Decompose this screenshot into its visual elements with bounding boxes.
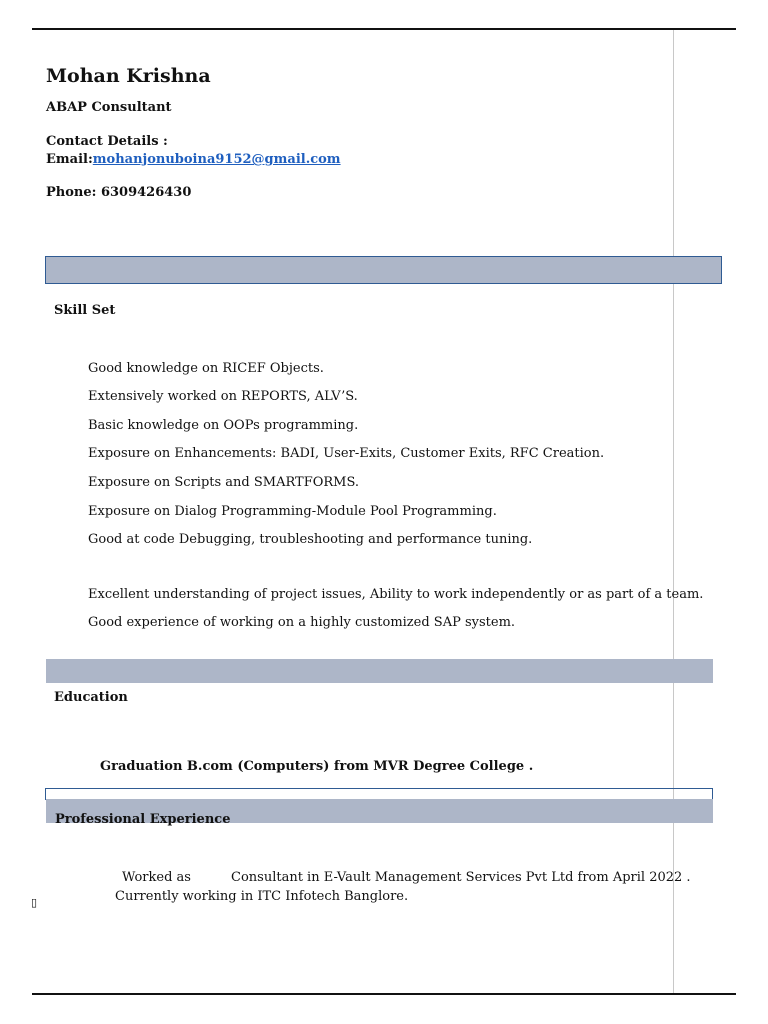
skill-item: Exposure on Dialog Programming-Module Pool Programming.: [88, 504, 497, 519]
skill-item: Exposure on Scripts and SMARTFORMS.: [88, 475, 360, 490]
bottom-rule: [32, 993, 736, 995]
email-line: [46, 152, 341, 167]
experience-line-1b: Consultant in E-Vault Management Services Pvt Ltd from April 2022 .: [231, 870, 691, 885]
candidate-name: Mohan Krishna: [46, 65, 211, 87]
skill-item: Excellent understanding of project issues, Ability to work independently or as part of a team.: [88, 587, 704, 602]
skill-item: Exposure on Enhancements: BADI, User-Exits, Customer Exits, RFC Creation.: [88, 446, 605, 461]
education-item: Graduation B.com (Computers) from MVR Degree College .: [100, 759, 534, 774]
section-band-skills: [45, 256, 722, 284]
placeholder-glyph-icon: ▯: [31, 896, 38, 909]
education-heading: Education: [54, 690, 128, 705]
section-band-education: [46, 659, 713, 683]
phone-line: Phone: 6309426430: [46, 185, 192, 200]
skill-item: Good at code Debugging, troubleshooting and performance tuning.: [88, 532, 533, 547]
skill-item: Basic knowledge on OOPs programming.: [88, 418, 359, 433]
email-link[interactable]: mohanjonuboina9152@gmail.com: [92, 152, 341, 167]
skills-heading: Skill Set: [54, 303, 116, 318]
skill-item: Good knowledge on RICEF Objects.: [88, 361, 324, 376]
skill-item: Extensively worked on REPORTS, ALV’S.: [88, 389, 358, 404]
contact-heading: Contact Details :: [46, 134, 168, 149]
skill-item: Good experience of working on a highly customized SAP system.: [88, 615, 516, 630]
experience-line-2: Currently working in ITC Infotech Banglore.: [115, 889, 409, 904]
top-rule: [32, 28, 736, 30]
experience-line-1a: Worked as: [122, 870, 191, 885]
email-label: Email:: [46, 152, 93, 167]
candidate-role: ABAP Consultant: [46, 100, 172, 115]
experience-heading: Professional Experience: [55, 812, 231, 827]
right-margin-line: [673, 30, 674, 994]
